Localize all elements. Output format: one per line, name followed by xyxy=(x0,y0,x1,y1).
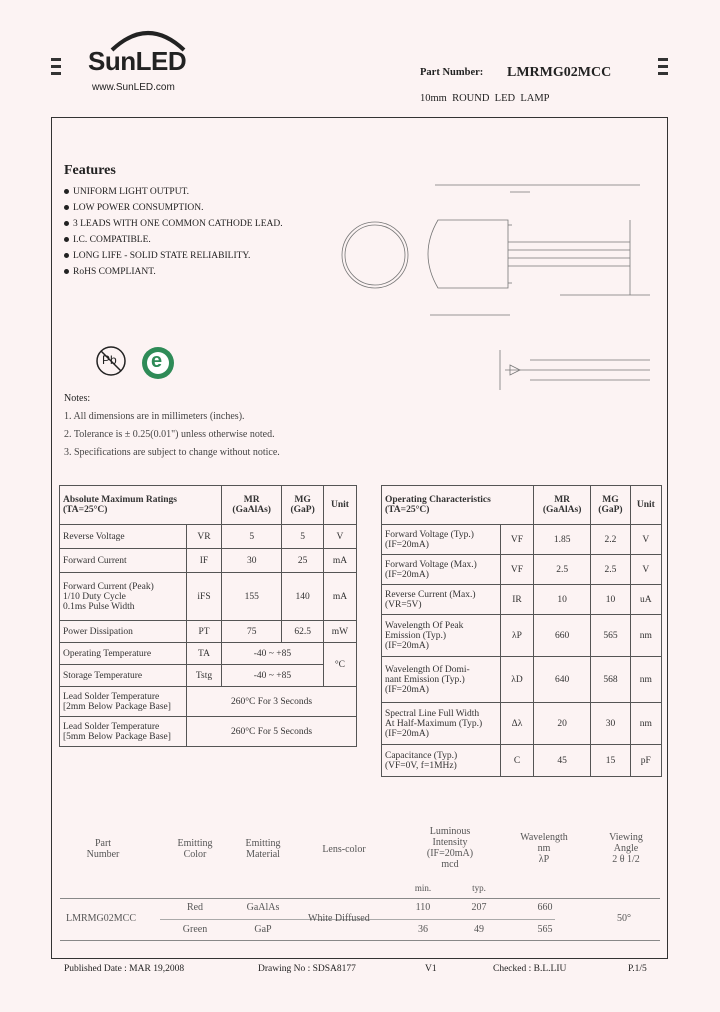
col-mg: MG (GaP) xyxy=(591,486,630,525)
sel-row-typ: 49 xyxy=(474,924,484,935)
feature-item: LOW POWER CONSUMPTION. xyxy=(64,203,334,213)
feature-item: 3 LEADS WITH ONE COMMON CATHODE LEAD. xyxy=(64,219,334,229)
checked-by: Checked : B.L.LIU xyxy=(493,964,567,974)
table-title: Operating Characteristics (TA=25°C) xyxy=(382,486,534,525)
sel-header-wavelength: Wavelength nm λP xyxy=(520,832,568,865)
note-item: 3. Specifications are subject to change without notice. xyxy=(64,447,280,458)
note-item: 2. Tolerance is ± 0.25(0.01") unless otherwise noted. xyxy=(64,429,275,440)
sel-header-min: min. xyxy=(414,883,432,893)
sel-header-part: Part Number xyxy=(86,838,120,860)
logo: SunLED xyxy=(88,46,187,76)
feature-item: UNIFORM LIGHT OUTPUT. xyxy=(64,187,334,197)
corner-mark-right xyxy=(658,72,668,75)
table-row: Reverse Current (Max.) (VR=5V) IR 10 10 uA xyxy=(382,585,662,615)
drawing-number: Drawing No : SDSA8177 xyxy=(258,964,356,974)
col-mr: MR (GaAlAs) xyxy=(222,486,282,525)
table-row: Spectral Line Full Width At Half-Maximum (Typ.) (IF=20mA) Δλ 20 30 nm xyxy=(382,703,662,745)
bullet-icon xyxy=(64,253,69,258)
table-title: Absolute Maximum Ratings (TA=25°C) xyxy=(60,486,222,525)
table-row: Wavelength Of Peak Emission (Typ.) (IF=20mA) λP 660 565 nm xyxy=(382,615,662,657)
table-row: Forward Voltage (Typ.) (IF=20mA) VF 1.85 2.2 V xyxy=(382,525,662,555)
sel-header-intensity: Luminous Intensity (IF=20mA) mcd xyxy=(426,826,474,870)
sel-divider xyxy=(60,940,660,941)
corner-mark-left xyxy=(51,72,61,75)
bullet-icon xyxy=(64,221,69,226)
package-outline-drawing xyxy=(330,170,665,420)
col-unit: Unit xyxy=(630,486,661,525)
bullet-icon xyxy=(64,269,69,274)
pb-free-badge: Pb xyxy=(95,345,127,377)
feature-item: I.C. COMPATIBLE. xyxy=(64,235,334,245)
feature-item: LONG LIFE - SOLID STATE RELIABILITY. xyxy=(64,251,334,261)
sel-row-material: GaAlAs xyxy=(246,902,280,913)
table-row: Forward Current IF 30 25 mA xyxy=(60,549,357,573)
bullet-icon xyxy=(64,189,69,194)
table-row: Forward Current (Peak) 1/10 Duty Cycle 0.1ms Pulse Width iFS 155 140 mA xyxy=(60,573,357,621)
website-link[interactable]: www.SunLED.com xyxy=(92,82,175,93)
sel-viewing-angle: 50° xyxy=(617,913,631,924)
sel-row-wavelength: 565 xyxy=(537,924,553,935)
sel-header-color: Emitting Color xyxy=(177,838,213,860)
table-row: Lead Solder Temperature [5mm Below Package Base] 260°C For 5 Seconds xyxy=(60,717,357,747)
col-mr: MR (GaAlAs) xyxy=(534,486,591,525)
table-row: Storage Temperature Tstg -40 ~ +85 xyxy=(60,665,357,687)
table-row: Power Dissipation PT 75 62.5 mW xyxy=(60,621,357,643)
table-row: Reverse Voltage VR 5 5 V xyxy=(60,525,357,549)
sel-row-typ: 207 xyxy=(471,902,487,913)
table-header-row xyxy=(60,486,357,525)
col-unit: Unit xyxy=(323,486,356,525)
operating-characteristics-table xyxy=(381,485,662,777)
corner-mark-right xyxy=(658,58,668,61)
sel-header-typ: typ. xyxy=(472,883,486,893)
sel-lens-color: White Diffused xyxy=(308,913,370,924)
sel-row-min: 36 xyxy=(418,924,428,935)
sel-header-angle: Viewing Angle 2 θ 1/2 xyxy=(609,832,643,865)
sel-row-wavelength: 660 xyxy=(537,902,553,913)
table-header-row xyxy=(382,486,662,525)
sel-part-number: LMRMG02MCC xyxy=(66,913,137,924)
page-number: P.1/5 xyxy=(628,964,647,974)
notes-title: Notes: xyxy=(64,393,91,404)
note-item: 1. All dimensions are in millimeters (inches). xyxy=(64,411,245,422)
product-description: 10mm ROUND LED LAMP xyxy=(420,93,550,104)
sel-row-material: GaP xyxy=(254,924,272,935)
version: V1 xyxy=(425,964,437,974)
table-row: Operating Temperature TA -40 ~ +85 °C xyxy=(60,643,357,665)
table-row: Forward Voltage (Max.) (IF=20mA) VF 2.5 2.5 V xyxy=(382,555,662,585)
corner-mark-right xyxy=(658,65,668,68)
corner-mark-left xyxy=(51,65,61,68)
sel-header-lens: Lens-color xyxy=(322,844,366,855)
sel-row-color: Green xyxy=(182,924,208,935)
absolute-max-ratings-table xyxy=(59,485,357,747)
bullet-icon xyxy=(64,237,69,242)
part-number-label: Part Number: xyxy=(420,67,484,78)
published-date: Published Date : MAR 19,2008 xyxy=(64,964,185,974)
sel-header-material: Emitting Material xyxy=(245,838,281,860)
sel-divider xyxy=(60,898,660,899)
table-row: Wavelength Of Domi- nant Emission (Typ.) (IF=20mA) λD 640 568 nm xyxy=(382,657,662,703)
table-row: Capacitance (Typ.) (VF=0V, f=1MHz) C 45 15 pF xyxy=(382,745,662,777)
col-mg: MG (GaP) xyxy=(282,486,323,525)
feature-item: RoHS COMPLIANT. xyxy=(64,267,334,277)
features-list xyxy=(64,187,334,283)
corner-mark-left xyxy=(51,58,61,61)
bullet-icon xyxy=(64,205,69,210)
part-number: LMRMG02MCC xyxy=(507,65,612,80)
rohs-badge: e xyxy=(140,345,176,381)
sel-row-min: 110 xyxy=(415,902,431,913)
sel-row-color: Red xyxy=(186,902,204,913)
table-row: Lead Solder Temperature [2mm Below Package Base] 260°C For 3 Seconds xyxy=(60,687,357,717)
features-title: Features xyxy=(64,163,116,178)
